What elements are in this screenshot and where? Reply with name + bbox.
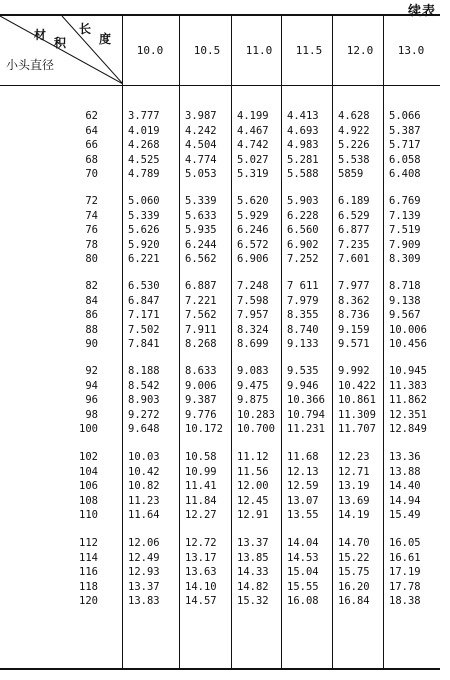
table-cell-volume: 6.529 [338, 209, 370, 222]
table-cell-volume: 4.019 [128, 124, 160, 137]
table-cell-volume: 10.700 [237, 423, 275, 436]
row-diameter: 86 [85, 309, 98, 322]
table-cell-volume: 10.03 [128, 451, 160, 463]
table-cell-volume: 12.72 [185, 537, 217, 549]
corner-volume-char-2: 积 [54, 36, 67, 50]
table-cell-volume: 4.983 [287, 139, 319, 152]
table-cell-volume: 9.159 [338, 323, 370, 336]
table-cell-volume: 4.467 [237, 124, 269, 137]
table-cell-volume: 10.456 [389, 338, 427, 351]
table-cell-volume: 7.252 [287, 253, 319, 266]
table-cell-volume: 14.33 [237, 566, 269, 579]
table-cell-volume: 13.55 [287, 509, 319, 522]
table-cell-volume: 10.945 [389, 365, 427, 377]
table-cell-volume: 12.59 [287, 480, 319, 493]
table-cell-volume: 11.231 [287, 423, 325, 436]
table-cell-volume: 5.027 [237, 153, 269, 166]
column-header-length: 13.0 [397, 43, 425, 57]
table-cell-volume: 7.221 [185, 294, 217, 307]
table-cell-volume: 15.22 [338, 551, 370, 564]
corner-diameter-label: 小头直径 [6, 58, 55, 72]
row-diameter: 110 [79, 509, 98, 522]
row-diameter: 62 [85, 110, 98, 122]
table-cell-volume: 7.598 [237, 294, 269, 307]
table-cell-volume: 15.49 [389, 509, 421, 522]
table-cell-volume: 6.906 [237, 253, 269, 266]
table-cell-volume: 13.63 [185, 566, 217, 579]
corner-volume-char-1: 材 [34, 28, 47, 42]
row-diameter: 92 [85, 365, 98, 377]
table-cell-volume: 12.00 [237, 480, 269, 493]
table-cell-volume: 5.053 [185, 168, 217, 181]
table-cell-volume: 10.861 [338, 394, 376, 407]
table-cell-volume: 8.736 [338, 309, 370, 322]
table-header [0, 16, 440, 86]
table-cell-volume: 16.61 [389, 551, 421, 564]
table-cell-volume: 6.228 [287, 209, 319, 222]
table-cell-volume: 7.841 [128, 338, 160, 351]
row-diameter: 72 [85, 195, 98, 207]
table-cell-volume: 11.707 [338, 423, 376, 436]
table-cell-volume: 4.268 [128, 139, 160, 152]
table-cell-volume: 12.91 [237, 509, 269, 522]
table-cell-volume: 3.987 [185, 110, 217, 122]
column-header-length: 11.5 [295, 43, 323, 57]
table-cell-volume: 10.82 [128, 480, 160, 493]
table-cell-volume: 13.07 [287, 494, 319, 507]
table-cell-volume: 11.12 [237, 451, 269, 463]
table-cell-volume: 8.355 [287, 309, 319, 322]
table-cell-volume: 15.04 [287, 566, 319, 579]
table-cell-volume: 5.281 [287, 153, 319, 166]
table-cell-volume: 4.413 [287, 110, 319, 122]
table-cell-volume: 8.268 [185, 338, 217, 351]
table-cell-volume: 12.93 [128, 566, 160, 579]
table-cell-volume: 6.572 [237, 238, 269, 251]
table-cell-volume: 5.066 [389, 110, 421, 122]
row-diameter: 80 [85, 253, 98, 266]
table-cell-volume: 8.542 [128, 379, 160, 392]
table-cell-volume: 12.49 [128, 551, 160, 564]
table-cell-volume: 8.903 [128, 394, 160, 407]
table-cell-volume: 4.525 [128, 153, 160, 166]
table-cell-volume: 10.794 [287, 408, 325, 421]
table-cell-volume: 14.94 [389, 494, 421, 507]
table-cell-volume: 15.55 [287, 580, 319, 593]
table-cell-volume: 8.309 [389, 253, 421, 266]
table-cell-volume: 16.20 [338, 580, 370, 593]
table-cell-volume: 7.502 [128, 323, 160, 336]
table-cell-volume: 5.060 [128, 195, 160, 207]
table-cell-volume: 12.27 [185, 509, 217, 522]
table-cell-volume: 10.422 [338, 379, 376, 392]
column-header-length: 10.5 [193, 43, 221, 57]
table-cell-volume: 12.23 [338, 451, 370, 463]
row-diameter: 76 [85, 224, 98, 237]
row-diameter: 90 [85, 338, 98, 351]
table-cell-volume: 5.935 [185, 224, 217, 237]
row-diameter: 82 [85, 280, 98, 292]
table-cell-volume: 7.601 [338, 253, 370, 266]
table-cell-volume: 5.387 [389, 124, 421, 137]
table-cell-volume: 9.138 [389, 294, 421, 307]
table-cell-volume: 6.189 [338, 195, 370, 207]
table-cell-volume: 13.69 [338, 494, 370, 507]
table-cell-volume: 5.538 [338, 153, 370, 166]
table-cell-volume: 11.309 [338, 408, 376, 421]
table-cell-volume: 6.530 [128, 280, 160, 292]
table-cell-volume: 9.571 [338, 338, 370, 351]
row-diameter: 116 [79, 566, 98, 579]
row-diameter: 96 [85, 394, 98, 407]
table-caption: 续表 [407, 4, 436, 19]
table-cell-volume: 4.774 [185, 153, 217, 166]
row-diameter: 68 [85, 153, 98, 166]
table-cell-volume: 13.37 [237, 537, 269, 549]
table-cell-volume: 14.57 [185, 595, 217, 608]
table-cell-volume: 7.171 [128, 309, 160, 322]
table-cell-volume: 7.235 [338, 238, 370, 251]
row-diameter: 84 [85, 294, 98, 307]
table-cell-volume: 10.366 [287, 394, 325, 407]
table-cell-volume: 11.84 [185, 494, 217, 507]
table-cell-volume: 11.68 [287, 451, 319, 463]
table-cell-volume: 10.006 [389, 323, 427, 336]
row-diameter: 102 [79, 451, 98, 463]
row-diameter: 70 [85, 168, 98, 181]
table-cell-volume: 9.946 [287, 379, 319, 392]
row-diameter: 108 [79, 494, 98, 507]
table-cell-volume: 4.742 [237, 139, 269, 152]
table-cell-volume: 4.922 [338, 124, 370, 137]
table-cell-volume: 10.58 [185, 451, 217, 463]
table-cell-volume: 8.633 [185, 365, 217, 377]
table-cell-volume: 9.475 [237, 379, 269, 392]
table-cell-volume: 3.777 [128, 110, 160, 122]
table-cell-volume: 7.248 [237, 280, 269, 292]
table-cell-volume: 8.740 [287, 323, 319, 336]
table-cell-volume: 6.902 [287, 238, 319, 251]
table-cell-volume: 13.83 [128, 595, 160, 608]
row-diameter: 118 [79, 580, 98, 593]
table-cell-volume: 14.04 [287, 537, 319, 549]
table-cell-volume: 7.977 [338, 280, 370, 292]
column-divider [122, 16, 123, 668]
table-cell-volume: 12.849 [389, 423, 427, 436]
table-cell-volume: 8.324 [237, 323, 269, 336]
volume-table [0, 14, 440, 670]
table-cell-volume: 9.875 [237, 394, 269, 407]
table-cell-volume: 4.628 [338, 110, 370, 122]
table-cell-volume: 8.699 [237, 338, 269, 351]
column-header-length: 11.0 [245, 43, 273, 57]
table-cell-volume: 9.776 [185, 408, 217, 421]
table-cell-volume: 5859 [338, 168, 364, 181]
table-cell-volume: 6.887 [185, 280, 217, 292]
table-cell-volume: 8.718 [389, 280, 421, 292]
row-diameter: 64 [85, 124, 98, 137]
table-cell-volume: 6.560 [287, 224, 319, 237]
table-cell-volume: 7 611 [287, 280, 319, 292]
row-diameter: 106 [79, 480, 98, 493]
table-cell-volume: 5.588 [287, 168, 319, 181]
table-cell-volume: 5.620 [237, 195, 269, 207]
column-header-length: 10.0 [136, 43, 164, 57]
table-cell-volume: 10.42 [128, 465, 160, 478]
table-cell-volume: 5.903 [287, 195, 319, 207]
row-diameter: 74 [85, 209, 98, 222]
table-cell-volume: 11.383 [389, 379, 427, 392]
table-cell-volume: 11.23 [128, 494, 160, 507]
table-cell-volume: 16.08 [287, 595, 319, 608]
table-cell-volume: 6.221 [128, 253, 160, 266]
table-cell-volume: 7.562 [185, 309, 217, 322]
column-header-length: 12.0 [346, 43, 374, 57]
table-cell-volume: 5.226 [338, 139, 370, 152]
table-cell-volume: 9.992 [338, 365, 370, 377]
table-cell-volume: 16.84 [338, 595, 370, 608]
table-cell-volume: 9.272 [128, 408, 160, 421]
table-cell-volume: 12.06 [128, 537, 160, 549]
table-cell-volume: 6.847 [128, 294, 160, 307]
table-cell-volume: 9.083 [237, 365, 269, 377]
table-cell-volume: 12.45 [237, 494, 269, 507]
table-cell-volume: 13.85 [237, 551, 269, 564]
corner-header-cell [0, 16, 123, 84]
table-cell-volume: 12.13 [287, 465, 319, 478]
table-cell-volume: 6.246 [237, 224, 269, 237]
table-cell-volume: 4.199 [237, 110, 269, 122]
table-cell-volume: 10.172 [185, 423, 223, 436]
row-diameter: 104 [79, 465, 98, 478]
table-cell-volume: 6.769 [389, 195, 421, 207]
table-cell-volume: 14.70 [338, 537, 370, 549]
table-cell-volume: 7.957 [237, 309, 269, 322]
table-cell-volume: 18.38 [389, 595, 421, 608]
row-diameter: 94 [85, 379, 98, 392]
table-cell-volume: 11.862 [389, 394, 427, 407]
table-cell-volume: 14.53 [287, 551, 319, 564]
column-divider [179, 16, 180, 668]
table-cell-volume: 10.99 [185, 465, 217, 478]
table-cell-volume: 7.139 [389, 209, 421, 222]
table-cell-volume: 9.535 [287, 365, 319, 377]
table-cell-volume: 12.71 [338, 465, 370, 478]
table-cell-volume: 5.717 [389, 139, 421, 152]
table-cell-volume: 11.64 [128, 509, 160, 522]
table-cell-volume: 6.408 [389, 168, 421, 181]
row-diameter: 78 [85, 238, 98, 251]
table-cell-volume: 6.877 [338, 224, 370, 237]
table-cell-volume: 13.88 [389, 465, 421, 478]
row-diameter: 120 [79, 595, 98, 608]
table-cell-volume: 14.19 [338, 509, 370, 522]
table-cell-volume: 13.37 [128, 580, 160, 593]
table-cell-volume: 14.10 [185, 580, 217, 593]
table-cell-volume: 4.789 [128, 168, 160, 181]
table-cell-volume: 8.188 [128, 365, 160, 377]
table-cell-volume: 6.562 [185, 253, 217, 266]
table-cell-volume: 5.626 [128, 224, 160, 237]
table-cell-volume: 15.32 [237, 595, 269, 608]
table-cell-volume: 7.519 [389, 224, 421, 237]
table-cell-volume: 7.911 [185, 323, 217, 336]
corner-length-char-2: 度 [99, 32, 112, 46]
table-cell-volume: 6.244 [185, 238, 217, 251]
table-cell-volume: 13.19 [338, 480, 370, 493]
table-cell-volume: 9.648 [128, 423, 160, 436]
row-diameter: 98 [85, 408, 98, 421]
table-cell-volume: 14.40 [389, 480, 421, 493]
table-cell-volume: 9.387 [185, 394, 217, 407]
table-cell-volume: 4.693 [287, 124, 319, 137]
table-cell-volume: 7.909 [389, 238, 421, 251]
table-cell-volume: 13.36 [389, 451, 421, 463]
table-cell-volume: 16.05 [389, 537, 421, 549]
table-cell-volume: 17.78 [389, 580, 421, 593]
table-cell-volume: 9.567 [389, 309, 421, 322]
row-diameter: 114 [79, 551, 98, 564]
table-cell-volume: 5.633 [185, 209, 217, 222]
table-cell-volume: 5.319 [237, 168, 269, 181]
table-cell-volume: 5.929 [237, 209, 269, 222]
table-cell-volume: 12.351 [389, 408, 427, 421]
table-cell-volume: 11.41 [185, 480, 217, 493]
row-diameter: 66 [85, 139, 98, 152]
table-cell-volume: 5.339 [185, 195, 217, 207]
table-cell-volume: 4.504 [185, 139, 217, 152]
corner-length-char-1: 长 [79, 22, 92, 36]
table-cell-volume: 7.979 [287, 294, 319, 307]
table-cell-volume: 11.56 [237, 465, 269, 478]
table-cell-volume: 8.362 [338, 294, 370, 307]
table-cell-volume: 9.006 [185, 379, 217, 392]
table-cell-volume: 9.133 [287, 338, 319, 351]
table-cell-volume: 5.339 [128, 209, 160, 222]
row-diameter: 100 [79, 423, 98, 436]
table-cell-volume: 15.75 [338, 566, 370, 579]
table-cell-volume: 10.283 [237, 408, 275, 421]
table-cell-volume: 6.058 [389, 153, 421, 166]
table-cell-volume: 14.82 [237, 580, 269, 593]
table-cell-volume: 13.17 [185, 551, 217, 564]
row-diameter: 88 [85, 323, 98, 336]
row-diameter: 112 [79, 537, 98, 549]
table-cell-volume: 4.242 [185, 124, 217, 137]
table-cell-volume: 5.920 [128, 238, 160, 251]
table-cell-volume: 17.19 [389, 566, 421, 579]
